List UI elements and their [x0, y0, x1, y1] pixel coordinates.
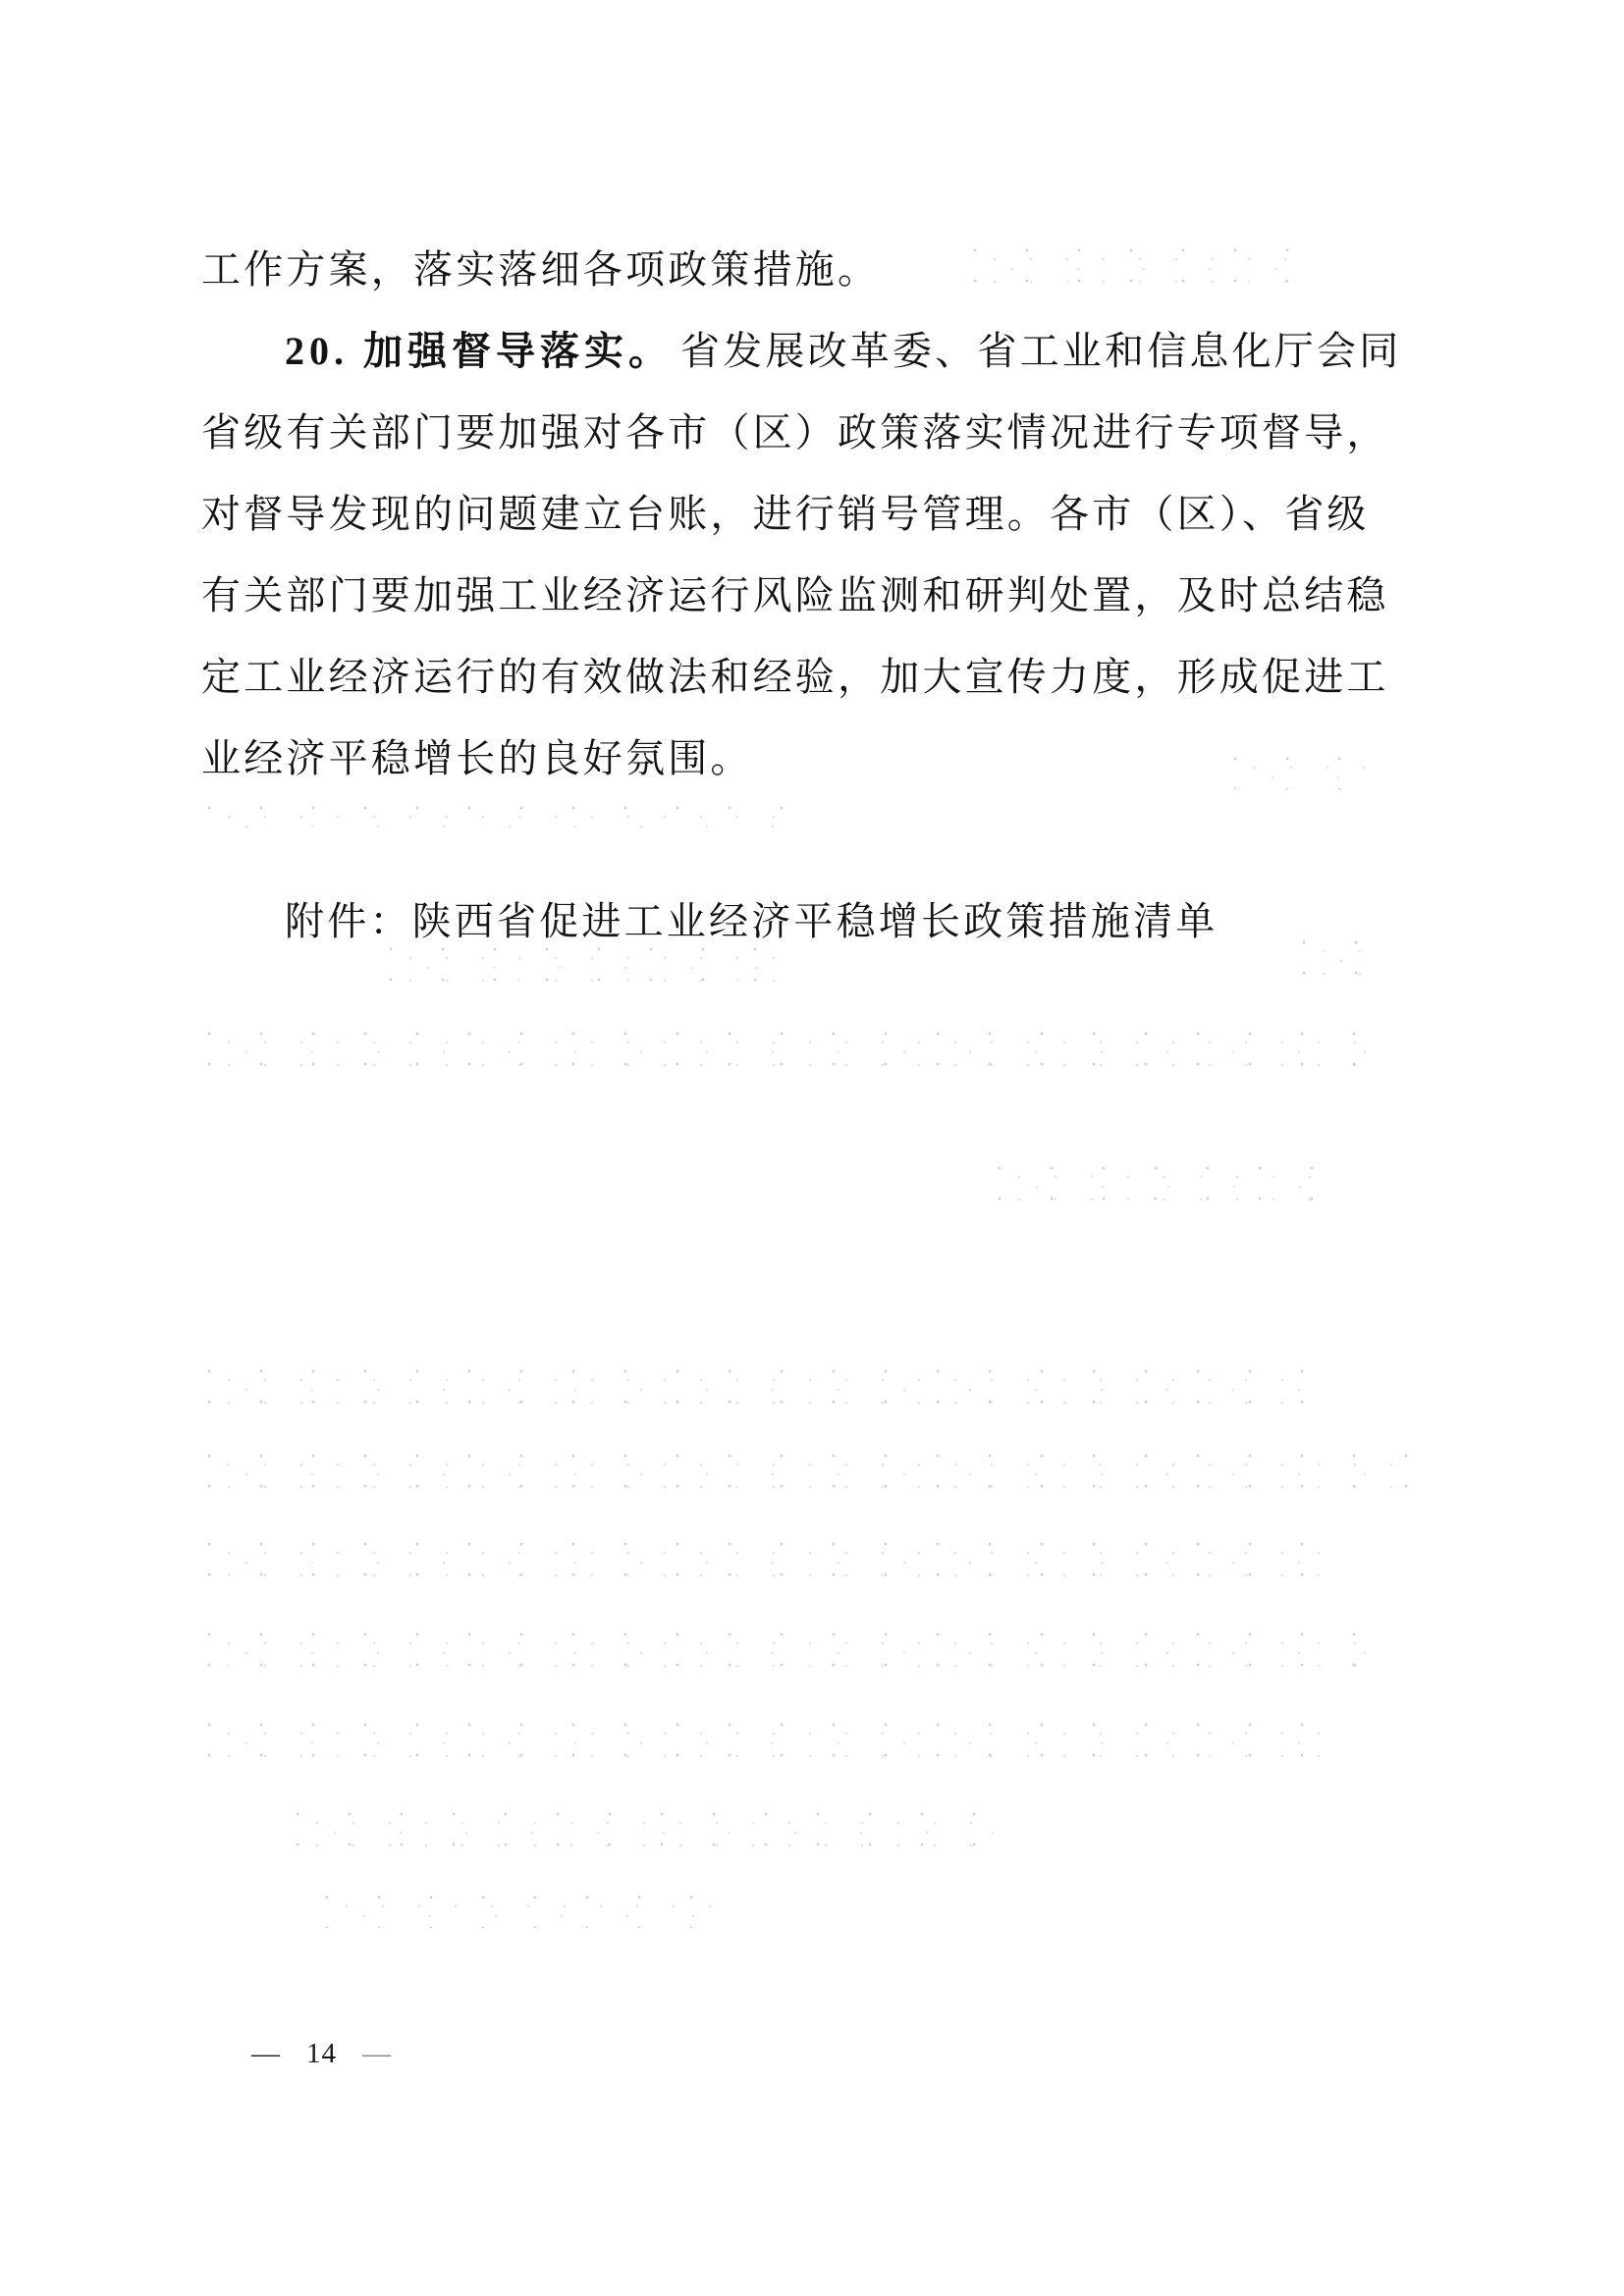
item-20-body-line: 省级有关部门要加强对各市（区）政策落实情况进行专项督导， — [201, 410, 1389, 454]
scan-noise-band — [206, 1720, 1326, 1769]
item-20-body-line: 对督导发现的问题建立台账，进行销号管理。各市（区）、省级 — [201, 492, 1370, 536]
attachment-label: 附件： — [285, 899, 412, 943]
scan-noise-band — [324, 1893, 736, 1928]
scan-noise-band — [206, 1629, 1384, 1681]
scan-noise-band — [997, 1163, 1321, 1206]
item-20-opening-text: 省发展改革委、省工业和信息化厅会同 — [680, 329, 1402, 373]
item-20-body-line: 有关部门要加强工业经济运行风险监测和研判处置，及时总结稳 — [201, 573, 1389, 617]
scan-noise-band — [206, 1366, 1316, 1412]
footer-dash-right: — — [362, 2038, 392, 2069]
attachment-line — [201, 881, 1419, 962]
item-20-opening-line — [201, 310, 1419, 392]
scan-noise-band — [206, 1539, 1326, 1588]
page-number: 14 — [306, 2038, 337, 2069]
footer-dash-left: — — [251, 2038, 281, 2069]
paragraph-continuation-line: 工作方案，落实落细各项政策措施。 — [201, 247, 881, 292]
item-20-heading: 20. 加强督导落实。 — [285, 329, 673, 373]
page-footer — [251, 2038, 392, 2070]
scan-noise-band — [295, 1809, 1001, 1848]
item-20-body-line: 定工业经济运行的有效做法和经验，加大宣传力度，形成促进工 — [201, 655, 1389, 699]
scan-noise-band — [206, 1451, 1414, 1500]
document-body — [201, 229, 1419, 962]
scan-noise-band — [206, 1029, 1384, 1068]
item-20-body-line: 业经济平稳增长的良好氛围。 — [201, 736, 753, 780]
attachment-title: 陕西省促进工业经济平稳增长政策措施清单 — [411, 899, 1218, 943]
